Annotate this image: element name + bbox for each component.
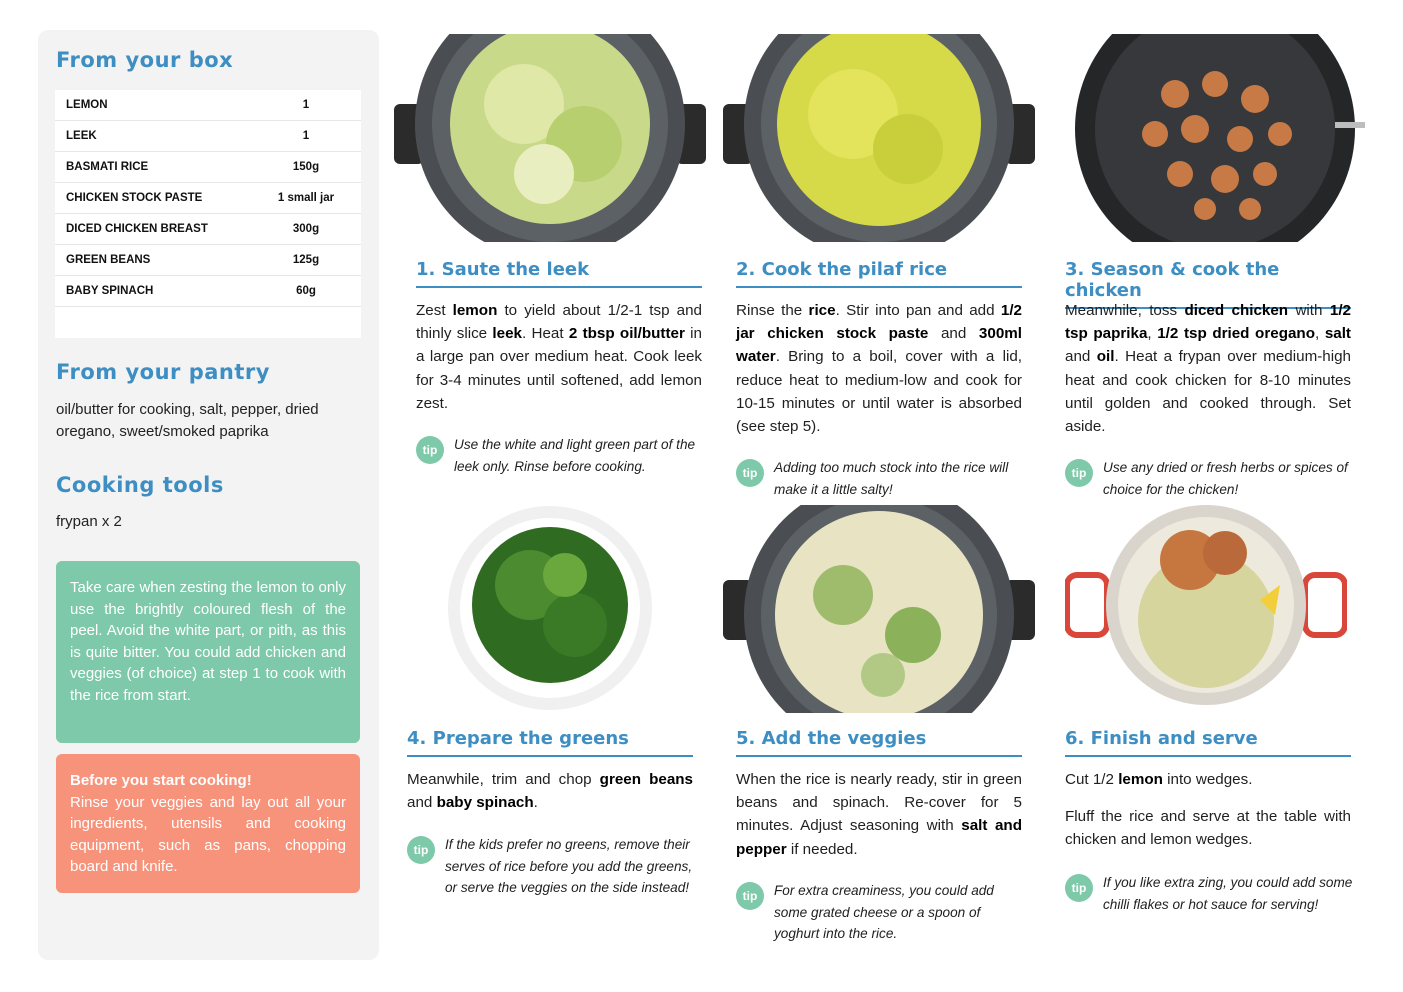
cooking-tools-text: frypan x 2 (56, 513, 122, 530)
ingredient-name: LEMON (66, 99, 108, 111)
ingredient-quantity: 125g (292, 254, 320, 266)
ingredient-row (55, 276, 361, 307)
ingredient-name: DICED CHICKEN BREAST (66, 223, 208, 235)
step-1-title: 1. Saute the leek (416, 259, 702, 288)
step-3-tip (1065, 457, 1355, 500)
zesting-note: Take care when zesting the lemon to only use the brightly coloured flesh of the peel. Avoid the white part, or pith, as this is quite bitter. You could add chicken and veggies (of choice) at step 1 to cook with the rice from start. (56, 561, 360, 743)
text-run: Rinse the (736, 302, 809, 319)
step-6-tip (1065, 872, 1355, 915)
step-3-title: 3. Season & cook the chicken (1065, 259, 1351, 309)
bold-ingredient: 300ml water (736, 325, 1022, 366)
ingredient-row (55, 152, 361, 183)
text-run: Fluff the rice and serve at the table with chicken and lemon wedges. (1065, 808, 1351, 849)
step-2-title: 2. Cook the pilaf rice (736, 259, 1022, 288)
text-run: and (1065, 348, 1097, 366)
text-run: into wedges. (1162, 771, 1253, 788)
before-cooking-heading: Before you start cooking! (70, 772, 252, 789)
text-run: Zest (416, 302, 453, 319)
tip-icon: tip (1065, 874, 1093, 902)
step-2-body (736, 299, 1022, 452)
bold-ingredient: 1/2 jar chicken stock paste (736, 302, 1022, 343)
ingredient-row (55, 183, 361, 214)
step-3-tip-text: Use any dried or fresh herbs or spices of choice for the chicken! (1103, 460, 1348, 497)
bold-ingredient: 1/2 tsp dried oregano (1157, 325, 1315, 343)
text-run: and (928, 325, 979, 343)
ingredient-quantity: 150g (292, 161, 320, 173)
text-run: , (1314, 325, 1325, 343)
ingredient-row (55, 214, 361, 245)
step-6-tip-text: If you like extra zing, you could add some chilli flakes or hot sauce for serving! (1103, 875, 1353, 912)
sidebar (38, 30, 379, 960)
text-run: . (533, 794, 538, 812)
ingredient-quantity: 300g (292, 223, 320, 235)
greens-plate-photo (445, 505, 655, 715)
text-run: , (1147, 325, 1158, 343)
text-run: if needed. (786, 840, 858, 858)
bold-ingredient: diced chicken (1184, 302, 1289, 319)
step-4-tip (407, 834, 697, 899)
ingredients-table (55, 90, 361, 338)
bold-ingredient: baby spinach (436, 794, 534, 812)
bold-ingredient: rice (808, 302, 836, 319)
step-6-title: 6. Finish and serve (1065, 728, 1351, 757)
text-run: in a large pan over medium heat. Cook leek for 3-4 minutes until softened, add lemon zest. (416, 325, 702, 412)
tip-icon: tip (1065, 459, 1093, 487)
bold-ingredient: salt (1324, 325, 1351, 343)
served-dish-photo (1065, 505, 1347, 713)
step-5-tip-text: For extra creaminess, you could add some grated cheese or a spoon of yoghurt into the rice. (774, 883, 994, 942)
ingredient-name: BASMATI RICE (66, 161, 149, 173)
ingredient-quantity: 60g (296, 285, 316, 297)
text-run: with (1288, 302, 1330, 319)
chicken-frypan-photo (1065, 34, 1365, 242)
text-run: and (407, 794, 437, 812)
text-run: . Heat a frypan over medium-high heat and cook chicken for 8-10 minutes until golden and cooked through. Set aside. (1065, 348, 1351, 436)
bold-ingredient: 2 tbsp oil/butter (568, 325, 685, 343)
text-run: . Bring to a boil, cover with a lid, reduce heat to medium-low and cook for 10-15 minutes or until water is absorbed (see step 5). (736, 348, 1022, 436)
step-1-tip (416, 434, 706, 477)
text-run: . Heat (521, 325, 569, 343)
text-run: Meanwhile, toss (1065, 302, 1185, 319)
before-cooking-body: Rinse your veggies and lay out all your ingredients, utensils and cooking equipment, such as pans, chopping board and knife. (70, 793, 346, 876)
step-1-tip-text: Use the white and light green part of the leek only. Rinse before cooking. (454, 437, 696, 474)
bold-ingredient: leek (492, 325, 522, 343)
tip-icon: tip (416, 436, 444, 464)
bold-ingredient: green beans (599, 771, 693, 788)
ingredient-quantity: 1 small jar (277, 192, 335, 204)
bold-ingredient: 1/2 tsp paprika (1065, 302, 1351, 343)
from-your-box-title: From your box (56, 48, 234, 72)
text-run: When the rice is nearly ready, stir in green beans and spinach. Re-cover for 5 minutes. Adjust seasoning with (736, 771, 1022, 835)
pilaf-rice-pan-photo (723, 34, 1035, 242)
step-1-body (416, 299, 702, 429)
ingredient-name: LEEK (66, 130, 97, 142)
ingredient-name: CHICKEN STOCK PASTE (66, 192, 203, 204)
cooking-tools-title: Cooking tools (56, 473, 224, 497)
rice-veggies-pan-photo (723, 505, 1035, 713)
bold-ingredient: salt and pepper (736, 817, 1022, 858)
bold-ingredient: oil (1096, 348, 1115, 366)
step-5-tip (736, 880, 1026, 945)
step-2-tip-text: Adding too much stock into the rice will make it a little salty! (774, 460, 1009, 497)
step-5-body (736, 768, 1022, 875)
tip-icon: tip (736, 459, 764, 487)
before-cooking-note (56, 754, 360, 893)
leek-pan-photo (394, 34, 706, 242)
text-run: to yield about 1/2-1 tsp and thinly slice (416, 302, 702, 343)
text-run: . Stir into pan and add (835, 302, 1001, 319)
ingredient-quantity: 1 (302, 130, 310, 142)
step-5-title: 5. Add the veggies (736, 728, 1022, 757)
ingredient-name: GREEN BEANS (66, 254, 151, 266)
step-4-title: 4. Prepare the greens (407, 728, 693, 757)
bold-ingredient: lemon (1118, 771, 1163, 788)
step-6-body (1065, 768, 1351, 866)
pantry-text: oil/butter for cooking, salt, pepper, dried oregano, sweet/smoked paprika (56, 401, 319, 440)
step-4-body (407, 768, 693, 828)
tip-icon: tip (407, 836, 435, 864)
step-3-body (1065, 299, 1351, 452)
ingredient-row (55, 121, 361, 152)
ingredient-name: BABY SPINACH (66, 285, 154, 297)
text-run: Meanwhile, trim and chop (407, 771, 600, 788)
from-your-pantry-title: From your pantry (56, 360, 270, 384)
step-4-tip-text: If the kids prefer no greens, remove their serves of rice before you add the greens, or serve the veggies on the side instead! (445, 837, 693, 896)
bold-ingredient: lemon (452, 302, 498, 319)
tip-icon: tip (736, 882, 764, 910)
ingredient-quantity: 1 (302, 99, 310, 111)
text-run: Cut 1/2 (1065, 771, 1119, 788)
ingredient-row (55, 245, 361, 276)
step-2-tip (736, 457, 1026, 500)
ingredient-row (55, 90, 361, 121)
